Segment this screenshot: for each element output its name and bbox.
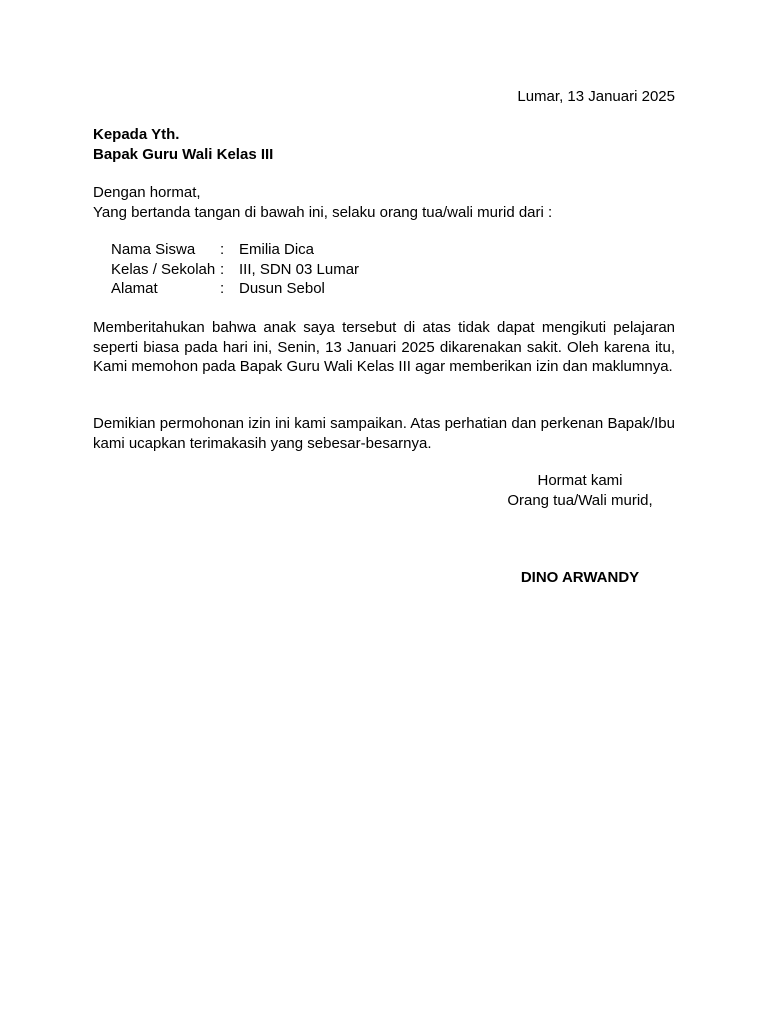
identity-colon: : [220,241,225,258]
identity-colon: : [220,280,225,297]
closing-line-2: Orang tua/Wali murid, [507,491,653,509]
signer-name: DINO ARWANDY [520,569,640,586]
body-paragraph-2: Demikian permohonan izin ini kami sampaikan. Atas perhatian dan perkenan Bapak/Ibu kami ucapkan terimakasih yang sebesar-besarnya. [93,415,675,452]
greeting: Dengan hormat, [93,184,201,201]
place-date: Lumar, 13 Januari 2025 [517,88,675,105]
identity-label: Nama Siswa [111,241,196,258]
identity-label: Alamat [111,280,158,297]
recipient-name: Bapak Guru Wali Kelas III [93,145,274,163]
body-paragraph-1: Memberitahukan bahwa anak saya tersebut di atas tidak dapat mengikuti pelajaran seperti biasa pada hari ini, Senin, 13 Januari 2025 dikarenakan sakit. Oleh karena itu, Kami memohon pada Bapak Guru Wali Kelas III agar memberikan izin dan maklumnya. [93,319,675,375]
closing-block [480,471,680,510]
identity-value: Dusun Sebol [239,280,325,297]
identity-value: III, SDN 03 Lumar [239,260,360,278]
opening-block [93,183,675,222]
identity-value: Emilia Dica [239,241,315,258]
intro-line: Yang bertanda tangan di bawah ini, selaku orang tua/wali murid dari : [93,203,553,221]
identity-label: Kelas / Sekolah [111,260,216,278]
identity-colon: : [220,260,225,278]
closing-line-1: Hormat kami [537,472,623,489]
recipient-salutation: Kepada Yth. [93,126,180,143]
recipient-block [93,125,273,164]
